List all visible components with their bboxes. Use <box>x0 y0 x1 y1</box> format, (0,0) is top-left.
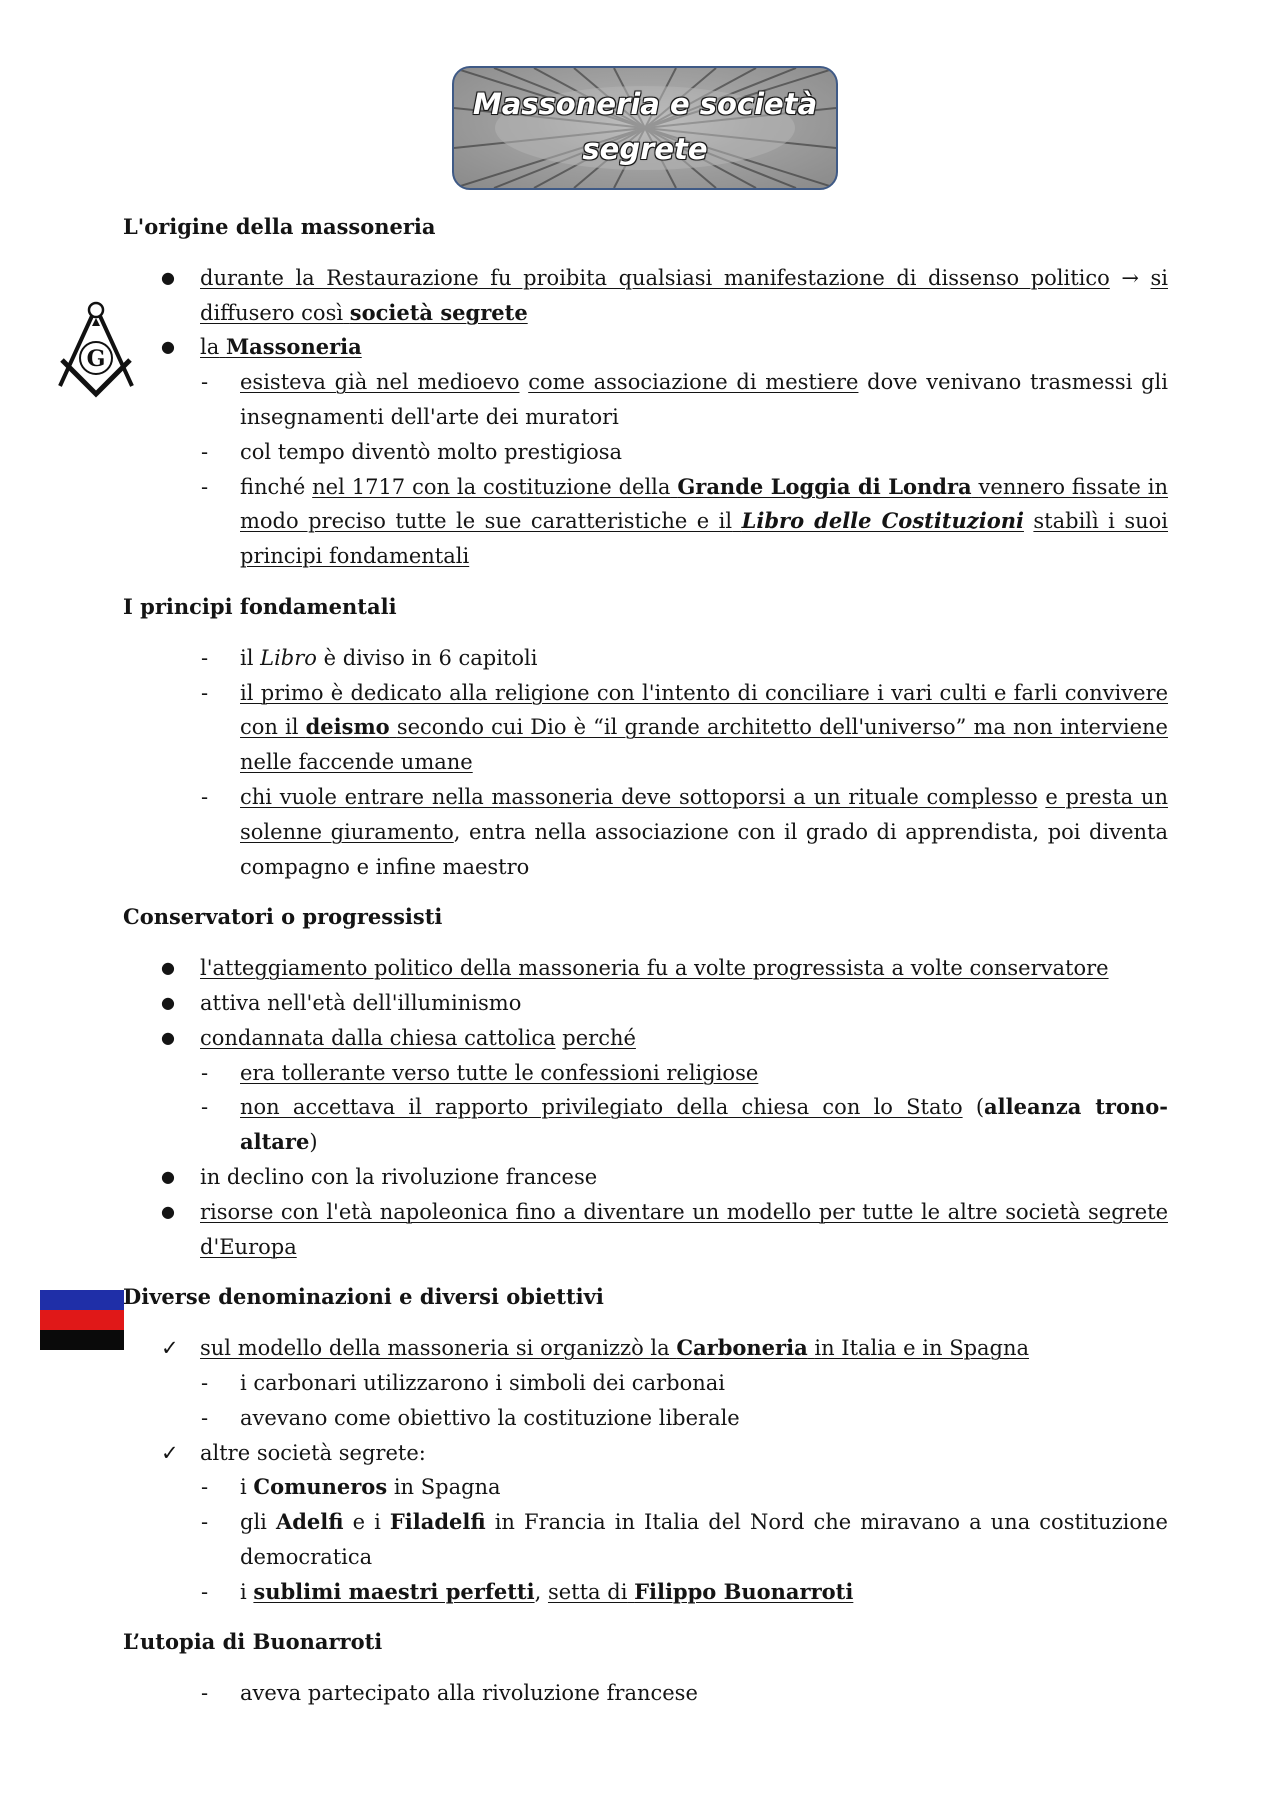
list-item: ● in declino con la rivoluzione francese <box>123 1160 1168 1195</box>
dash-marker: - <box>201 1579 209 1604</box>
heading-principi: I principi fondamentali <box>123 593 397 619</box>
dash-marker: - <box>201 474 209 499</box>
bullet-marker: ● <box>161 337 175 357</box>
checkmark-icon: ✓ <box>161 1440 179 1465</box>
heading-denominazioni: Diverse denominazioni e diversi obiettivi <box>123 1284 604 1310</box>
checkmark-icon: ✓ <box>161 1336 179 1361</box>
dash-marker: - <box>201 439 209 464</box>
bullet-marker: ● <box>161 1027 175 1047</box>
list-item: ● attiva nell'età dell'illuminismo <box>123 986 1168 1021</box>
bullet-marker: ● <box>161 992 175 1012</box>
dash-marker: - <box>201 1370 209 1395</box>
list-item: - aveva partecipato alla rivoluzione francese <box>123 1676 1168 1711</box>
dash-marker: - <box>201 1095 209 1120</box>
dash-marker: - <box>201 645 209 670</box>
list-denominazioni <box>123 1331 1168 1609</box>
list-item: ● condannata dalla chiesa cattolica perché <box>123 1021 1168 1056</box>
list-item: ● la Massoneria <box>123 330 1168 365</box>
heading-conservatori: Conservatori o progressisti <box>123 904 443 930</box>
dash-marker: - <box>201 1681 209 1706</box>
list-conservatori <box>123 951 1168 1264</box>
dash-marker: - <box>201 784 209 809</box>
heading-utopia: L’utopia di Buonarroti <box>123 1629 383 1655</box>
dash-marker: - <box>201 1405 209 1430</box>
dash-marker: - <box>201 370 209 395</box>
list-item: - finché nel 1717 con la costituzione della Grande Loggia di Londra vennero fissate in modo preciso tutte le sue caratteristiche e il Libro delle Costituzioni stabilì i suoi principi fondamentali <box>123 470 1168 574</box>
list-item: - non accettava il rapporto privilegiato della chiesa con lo Stato (alleanza trono-altare) <box>123 1090 1168 1160</box>
list-item: ● durante la Restaurazione fu proibita qualsiasi manifestazione di dissenso politico → si diffusero così società segrete <box>123 261 1168 331</box>
title-line-1: Massoneria e società <box>472 87 818 121</box>
list-item: - esisteva già nel medioevo come associazione di mestiere dove venivano trasmessi gli insegnamenti dell'arte dei muratori <box>123 365 1168 435</box>
list-item: - col tempo diventò molto prestigiosa <box>123 435 1168 470</box>
title-line-2: segrete <box>582 132 708 166</box>
list-utopia <box>123 1676 1168 1711</box>
bullet-marker: ● <box>161 1166 175 1186</box>
carboneria-flag-icon <box>40 1290 124 1350</box>
list-item: - il Libro è diviso in 6 capitoli <box>123 641 1168 676</box>
bullet-marker: ● <box>161 1201 175 1221</box>
document-body <box>123 210 1168 1727</box>
list-item: - gli Adelfi e i Filadelfi in Francia in Italia del Nord che miravano a una costituzione democratica <box>123 1505 1168 1575</box>
list-origine <box>123 261 1168 574</box>
list-item: - i carbonari utilizzarono i simboli dei carbonai <box>123 1366 1168 1401</box>
dash-marker: - <box>201 1475 209 1500</box>
list-item: ✓ altre società segrete: <box>123 1436 1168 1471</box>
list-principi <box>123 641 1168 885</box>
title-banner <box>452 66 838 190</box>
svg-text:G: G <box>86 346 106 372</box>
list-item: ✓ sul modello della massoneria si organizzò la Carboneria in Italia e in Spagna <box>123 1331 1168 1366</box>
list-item: - i Comuneros in Spagna <box>123 1470 1168 1505</box>
list-item: - chi vuole entrare nella massoneria deve sottoporsi a un rituale complesso e presta un solenne giuramento, entra nella associazione con il grado di apprendista, poi diventa compagno e infine maestro <box>123 780 1168 884</box>
list-item: - avevano come obiettivo la costituzione liberale <box>123 1401 1168 1436</box>
list-item: - i sublimi maestri perfetti, setta di Filippo Buonarroti <box>123 1575 1168 1610</box>
list-item: ● l'atteggiamento politico della massoneria fu a volte progressista a volte conservatore <box>123 951 1168 986</box>
dash-marker: - <box>201 680 209 705</box>
bullet-marker: ● <box>161 958 175 978</box>
page-title <box>454 82 836 172</box>
bullet-marker: ● <box>161 267 175 287</box>
list-item: ● risorse con l'età napoleonica fino a diventare un modello per tutte le altre società segrete d'Europa <box>123 1195 1168 1265</box>
list-item: - era tollerante verso tutte le confessioni religiose <box>123 1056 1168 1091</box>
list-item: - il primo è dedicato alla religione con l'intento di conciliare i vari culti e farli convivere con il deismo secondo cui Dio è “il grande architetto dell'universo” ma non interviene nelle faccende umane <box>123 676 1168 780</box>
dash-marker: - <box>201 1060 209 1085</box>
heading-origine: L'origine della massoneria <box>123 214 436 239</box>
dash-marker: - <box>201 1510 209 1535</box>
